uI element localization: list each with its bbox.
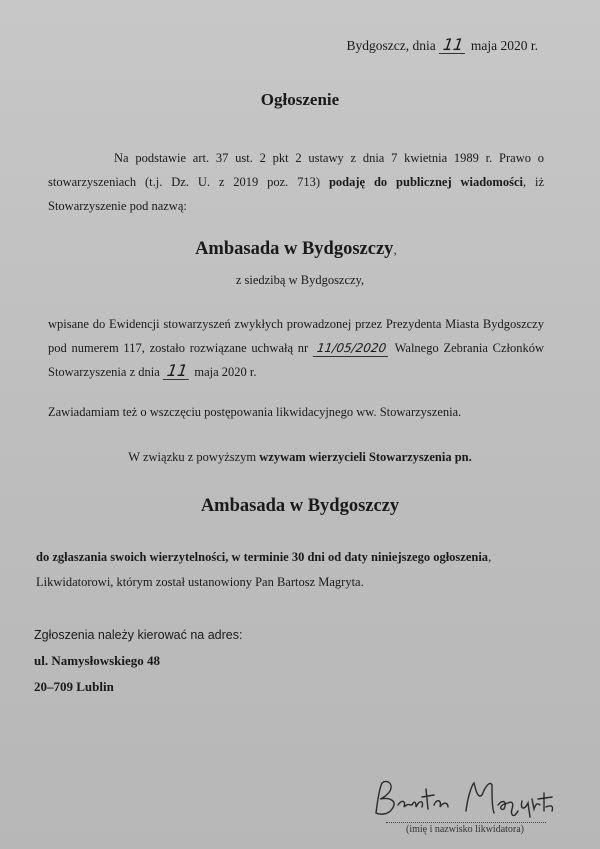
- date-line: [347, 34, 538, 58]
- signature-caption: (imię i nazwisko likwidatora): [405, 824, 525, 835]
- document-title: Ogłoszenie: [260, 90, 340, 109]
- registration-text-1: wpisane do Ewidencji stowarzyszeń zwykłych prowadzonej przez Prezydenta Miasta Bydgoszczy pod numerem 117, zostało rozwiązane uchwałą nr: [48, 317, 544, 355]
- intro-paragraph: [48, 146, 544, 218]
- association-name-mark: ,: [393, 243, 397, 258]
- address-block: [34, 622, 334, 700]
- address-street: ul. Namysłowskiego 48: [34, 653, 161, 668]
- address-city: 20–709 Lublin: [34, 679, 114, 694]
- handwritten-meeting-day: 11: [163, 363, 192, 380]
- claims-bold: do zgłaszania swoich wierzytelności, w terminie 30 dni od daty niniejszego ogłoszenia: [36, 550, 489, 564]
- intro-bold: podaję do publicznej wiadomości: [328, 175, 523, 189]
- registration-paragraph: [48, 312, 544, 384]
- intro-text-end: , iż Stowarzyszenie pod nazwą:: [48, 175, 545, 213]
- handwritten-signature: [368, 775, 558, 823]
- intro-text-wrap: [48, 146, 544, 218]
- association-name-repeat: Ambasada w Bydgoszczy: [200, 496, 400, 516]
- claims-line-1: [36, 545, 566, 570]
- association-seat: z siedzibą w Bydgoszczy,: [235, 273, 365, 287]
- claims-bold-end: ,: [488, 550, 492, 564]
- summons-line: [0, 445, 600, 469]
- claims-paragraph: [36, 545, 566, 595]
- date-suffix: maja 2020 r.: [470, 38, 538, 53]
- association-name-text: Ambasada w Bydgoszczy: [195, 239, 394, 259]
- liquidation-notice: Zawiadamiam też o wszczęciu postępowania likwidacyjnego ww. Stowarzyszenia.: [48, 405, 462, 419]
- registration-text-2: Walnego Zebrania Członków Stowarzyszenia z dnia: [48, 341, 545, 379]
- date-prefix: Bydgoszcz, dnia: [346, 38, 436, 53]
- association-name: [0, 237, 592, 263]
- address-intro: Zgłoszenia należy kierować na adres:: [34, 628, 243, 642]
- intro-text: Na podstawie art. 37 ust. 2 pkt 2 ustawy z dnia 7 kwietnia 1989 r. Prawo o stowarzyszeniach (t.j. Dz. U. z 2019 poz. 713): [48, 151, 544, 189]
- summons-text: W związku z powyższym: [128, 450, 257, 464]
- claims-line-2: Likwidatorowi, którym został ustanowiony Pan Bartosz Magryta.: [36, 575, 364, 589]
- handwritten-day: 11: [439, 37, 468, 54]
- registration-text-3: maja 2020 r.: [194, 365, 257, 379]
- summons-bold: wzywam wierzycieli Stowarzyszenia pn.: [259, 450, 472, 464]
- handwritten-resolution-number: 11/05/2020: [313, 340, 391, 357]
